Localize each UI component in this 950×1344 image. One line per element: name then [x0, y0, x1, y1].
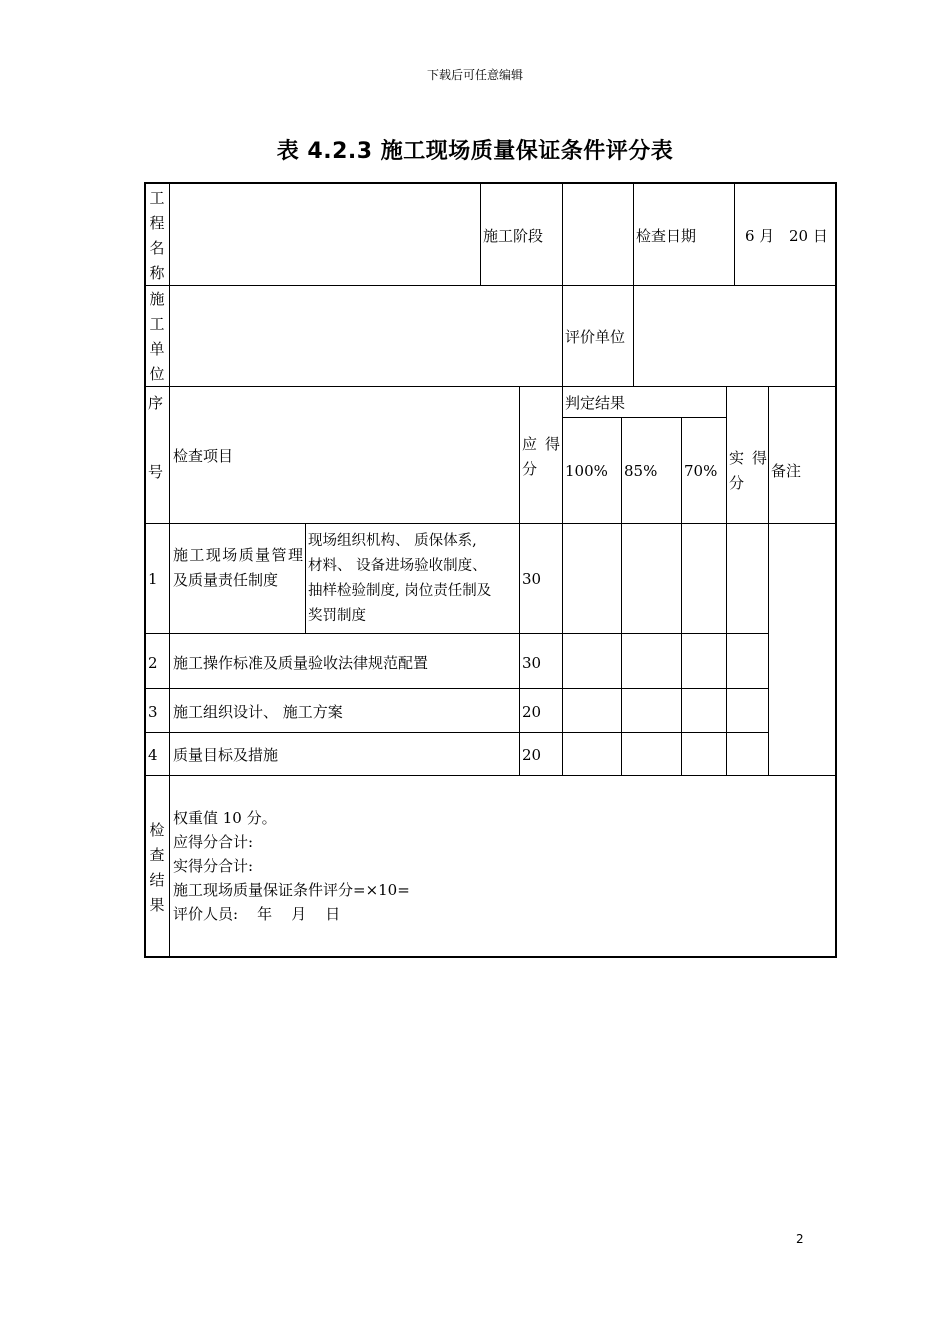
- vertical-char: 工: [149, 315, 165, 333]
- row-divider: [146, 285, 835, 286]
- check-date-day: 20 日: [789, 227, 828, 245]
- col-divider: [633, 184, 634, 286]
- vertical-char: 果: [149, 896, 165, 914]
- item-2-no: 2: [148, 654, 158, 672]
- level-100: 100%: [565, 462, 608, 480]
- col-divider: [305, 523, 306, 634]
- item-3-name: 施工组织设计、 施工方案: [173, 703, 343, 721]
- item-1-name: 施工现场质量管理及质量责任制度: [173, 546, 303, 589]
- result-line: 施工现场质量保证条件评分=×10=: [173, 881, 410, 899]
- remarks-header: 备注: [771, 462, 802, 480]
- row-divider: [146, 633, 768, 634]
- item-4-no: 4: [148, 746, 158, 764]
- item-2-score: 30: [522, 654, 542, 672]
- row-divider: [146, 775, 835, 776]
- item-1-detail-line: 奖罚制度: [308, 608, 366, 624]
- result-line: 权重值 10 分。: [173, 809, 277, 827]
- item-1-detail-line: 抽样检验制度, 岗位责任制及: [308, 583, 492, 599]
- item-1-detail: [308, 529, 520, 629]
- vertical-char: 程: [149, 214, 165, 232]
- item-2-name: 施工操作标准及质量验收法律规范配置: [173, 654, 429, 672]
- page-number: 2: [796, 1232, 804, 1246]
- col-divider: [480, 184, 481, 286]
- judgement-header: 判定结果: [565, 394, 626, 412]
- check-result-label: [146, 818, 168, 918]
- row-divider: [146, 523, 835, 524]
- seq-header-1: 序: [148, 394, 164, 412]
- col-divider: [621, 417, 622, 776]
- item-4-score: 20: [522, 746, 542, 764]
- vertical-char: 位: [149, 365, 165, 383]
- row-divider: [146, 386, 835, 387]
- result-line: 评价人员: 年 月 日: [173, 905, 341, 923]
- stage-label: 施工阶段: [483, 227, 544, 245]
- item-1-detail-line: 现场组织机构、 质保体系,: [308, 533, 477, 549]
- construction-unit-label: [146, 287, 168, 387]
- check-date-label: 检查日期: [636, 227, 697, 245]
- result-line: 应得分合计:: [173, 833, 254, 851]
- actual-score-header: 实 得: [729, 449, 767, 467]
- vertical-char: 称: [149, 264, 165, 282]
- row-divider: [146, 688, 768, 689]
- actual-score-header-2: 分: [729, 474, 745, 492]
- row-divider: [146, 732, 768, 733]
- row-divider: [563, 417, 726, 418]
- vertical-char: 结: [149, 871, 165, 889]
- item-3-no: 3: [148, 703, 158, 721]
- item-1-detail-line: 材料、 设备进场验收制度、: [308, 558, 487, 574]
- col-divider: [734, 184, 735, 286]
- vertical-char: 查: [149, 846, 165, 864]
- vertical-char: 施: [149, 290, 165, 308]
- due-score-header-2: 分: [522, 460, 538, 478]
- col-divider: [681, 417, 682, 776]
- check-result-content: [173, 806, 410, 926]
- col-divider: [768, 386, 769, 776]
- vertical-char: 单: [149, 340, 165, 358]
- col-divider: [562, 184, 563, 776]
- eval-unit-label: 评价单位: [565, 328, 626, 346]
- col-divider: [169, 184, 170, 958]
- due-score-header: 应 得: [522, 435, 560, 453]
- result-line: 实得分合计:: [173, 857, 254, 875]
- vertical-char: 检: [149, 821, 165, 839]
- item-4-name: 质量目标及措施: [173, 746, 279, 764]
- col-divider: [726, 386, 727, 776]
- header-note: 下载后可任意编辑: [426, 68, 523, 82]
- item-1-score: 30: [522, 570, 542, 588]
- item-3-score: 20: [522, 703, 542, 721]
- col-divider: [633, 285, 634, 387]
- page-title: 表 4.2.3 施工现场质量保证条件评分表: [276, 139, 674, 164]
- check-date-month: 6 月: [745, 227, 775, 245]
- project-name-label: [146, 186, 168, 286]
- score-table: [144, 182, 837, 958]
- vertical-char: 工: [149, 189, 165, 207]
- level-85: 85%: [624, 462, 658, 480]
- level-70: 70%: [684, 462, 718, 480]
- item-1-no: 1: [148, 570, 158, 588]
- seq-header-2: 号: [148, 463, 164, 481]
- item-header: 检查项目: [173, 447, 234, 465]
- vertical-char: 名: [149, 239, 165, 257]
